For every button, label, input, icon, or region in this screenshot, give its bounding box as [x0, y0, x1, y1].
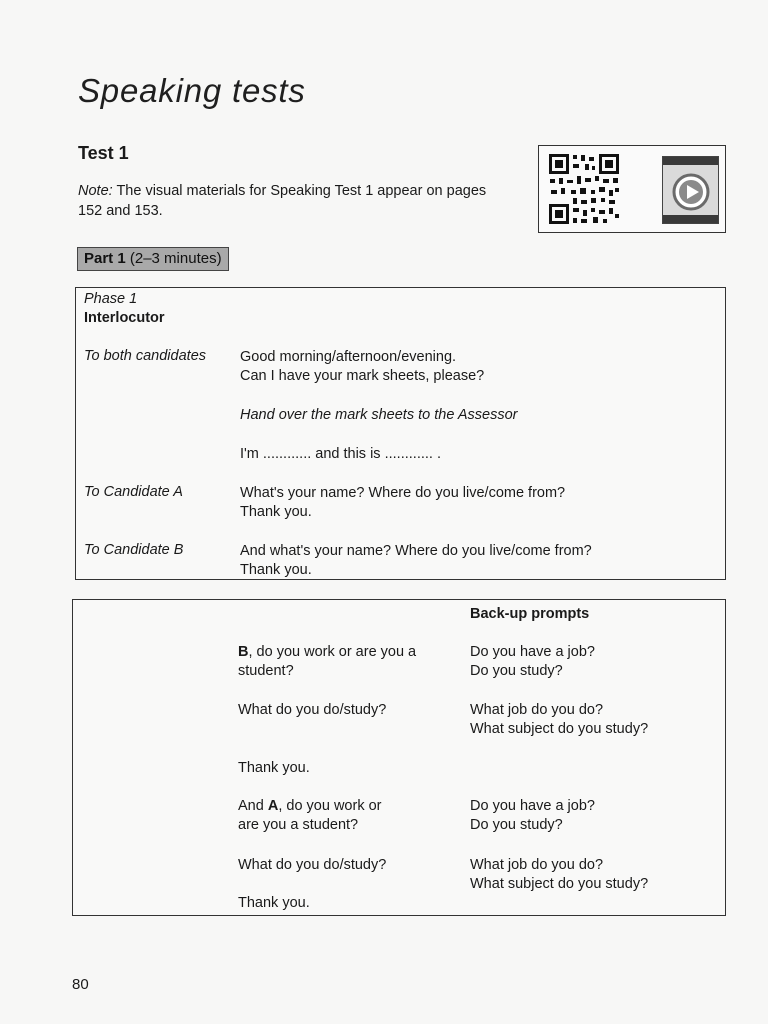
script-line: Thank you.: [240, 504, 312, 520]
note-paragraph: [78, 181, 498, 221]
question-prefix: And: [238, 798, 268, 814]
test-heading: Test 1: [78, 143, 129, 163]
panel-bar-top: [663, 157, 718, 165]
cue-candidate-b: To Candidate B: [84, 542, 184, 558]
part-label: [77, 247, 229, 271]
question-text: , do you work or are you a: [248, 644, 417, 660]
phase-box: [75, 287, 726, 580]
question-line: What do you do/study?: [238, 857, 387, 873]
question-line: are you a student?: [238, 817, 359, 833]
candidate-a-letter: A: [267, 798, 279, 814]
phase-label: Phase 1: [84, 291, 138, 307]
panel-bar-bottom: [663, 215, 718, 223]
note-label: Note:: [78, 183, 113, 199]
script-line: I'm ............ and this is ............ .: [240, 446, 441, 462]
prompt-line: Do you have a job?: [470, 644, 595, 660]
question-line: What do you do/study?: [238, 702, 387, 718]
prompt-line: What job do you do?: [470, 857, 604, 873]
part-name: Part 1: [84, 250, 126, 267]
interlocutor-label: Interlocutor: [84, 310, 165, 326]
question-text: , do you work or: [278, 798, 382, 814]
script-line: And what's your name? Where do you live/come from?: [240, 543, 592, 559]
script-line: Good morning/afternoon/evening.: [240, 349, 457, 365]
thanks-line: Thank you.: [238, 895, 310, 911]
page-title: Speaking tests: [78, 72, 306, 109]
prompt-line: What subject do you study?: [470, 721, 649, 737]
cue-candidate-a: To Candidate A: [84, 484, 183, 500]
script-line: What's your name? Where do you live/come from?: [240, 485, 566, 501]
video-panel[interactable]: [662, 156, 719, 224]
prompts-box: [72, 599, 726, 916]
qr-code-icon[interactable]: [547, 152, 621, 226]
cue-both-candidates: To both candidates: [84, 348, 207, 364]
page-number: 80: [72, 976, 89, 993]
prompt-line: What job do you do?: [470, 702, 604, 718]
prompt-line: What subject do you study?: [470, 876, 649, 892]
prompt-line: Do you study?: [470, 663, 563, 679]
prompt-line: Do you have a job?: [470, 798, 595, 814]
candidate-b-letter: B: [238, 644, 249, 660]
script-line: Thank you.: [240, 562, 312, 578]
backup-prompts-header: Back-up prompts: [470, 606, 590, 622]
question-line: [238, 797, 382, 816]
question-line: [238, 643, 416, 662]
thanks-line: Thank you.: [238, 760, 310, 776]
play-icon[interactable]: [672, 173, 710, 211]
part-duration: (2–3 minutes): [125, 250, 222, 267]
prompt-line: Do you study?: [470, 817, 563, 833]
stage-instruction: Hand over the mark sheets to the Assessor: [240, 407, 518, 423]
script-line: Can I have your mark sheets, please?: [240, 368, 485, 384]
question-line: student?: [238, 663, 294, 679]
note-text: The visual materials for Speaking Test 1 appear on pages 152 and 153.: [78, 183, 487, 219]
media-box: [538, 145, 726, 233]
